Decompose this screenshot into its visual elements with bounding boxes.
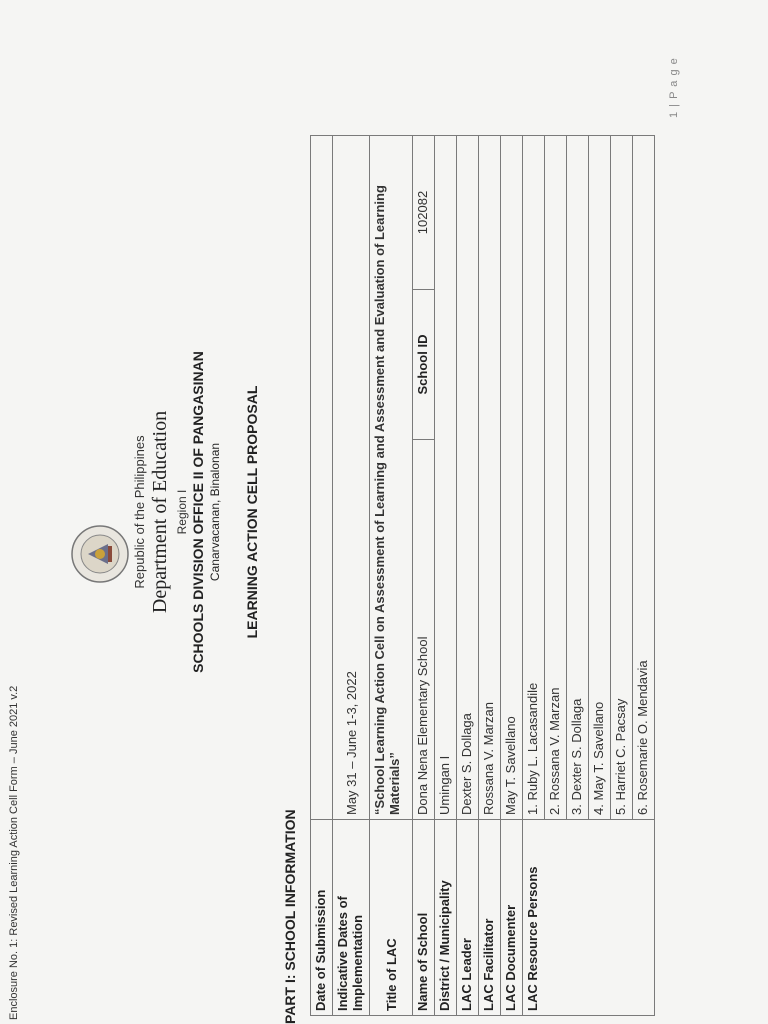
row-value: Rossana V. Marzan	[479, 136, 501, 820]
division-name: SCHOOLS DIVISION OFFICE II OF PANGASINAN	[190, 351, 206, 673]
row-value: “School Learning Action Cell on Assessment of Learning and Assessment and Evaluation of Learning Materials”	[370, 136, 413, 820]
resource-person: 1. Ruby L. Lacasandile	[523, 136, 545, 820]
page-number: 1 | P a g e	[668, 57, 680, 118]
table-row	[501, 136, 523, 1016]
row-value: Dona Nena Elementary School	[413, 440, 435, 820]
table-row	[435, 136, 457, 1016]
republic-text: Republic of the Philippines	[132, 435, 147, 589]
school-id-label: School ID	[413, 290, 435, 440]
row-label: Indicative Dates of Implementation	[333, 820, 370, 1016]
school-info-table	[310, 135, 655, 1016]
row-label: Name of School	[413, 820, 435, 1016]
table-row	[413, 136, 435, 1016]
table-row	[370, 136, 413, 1016]
row-label: Date of Submission	[311, 820, 333, 1016]
row-value: May 31 – June 1-3, 2022	[333, 136, 370, 820]
division-address: Canarvacanan, Binalonan	[208, 442, 222, 582]
table-row	[479, 136, 501, 1016]
table-row	[457, 136, 479, 1016]
row-label: District / Municipality	[435, 820, 457, 1016]
resource-person: 3. Dexter S. Dollaga	[567, 136, 589, 820]
row-value: Umingan I	[435, 136, 457, 820]
row-label: LAC Facilitator	[479, 820, 501, 1016]
row-label: LAC Resource Persons	[523, 820, 655, 1016]
row-label: Title of LAC	[370, 820, 413, 1016]
row-value: May T. Savellano	[501, 136, 523, 820]
table-row	[333, 136, 370, 1016]
row-label: LAC Leader	[457, 820, 479, 1016]
resource-person: 5. Harriet C. Pacsay	[611, 136, 633, 820]
row-value	[311, 136, 333, 820]
school-id-value: 102082	[413, 136, 435, 290]
row-value: Dexter S. Dollaga	[457, 136, 479, 820]
part-title: PART I: SCHOOL INFORMATION	[282, 809, 298, 1024]
resource-person: 6. Rosemarie O. Mendavia	[633, 136, 655, 820]
table-row	[311, 136, 333, 1016]
resource-person: 2. Rossana V. Marzan	[545, 136, 567, 820]
resource-person: 4. May T. Savellano	[589, 136, 611, 820]
table-row	[523, 136, 545, 1016]
enclosure-note: Enclosure No. 1: Revised Learning Action Cell Form – June 2021 v.2	[8, 685, 20, 1020]
row-label: LAC Documenter	[501, 820, 523, 1016]
department-name: Department of Education	[149, 410, 171, 614]
region-text: Region I	[175, 489, 189, 535]
deped-seal-logo	[70, 524, 130, 584]
proposal-title: LEARNING ACTION CELL PROPOSAL	[244, 385, 260, 639]
